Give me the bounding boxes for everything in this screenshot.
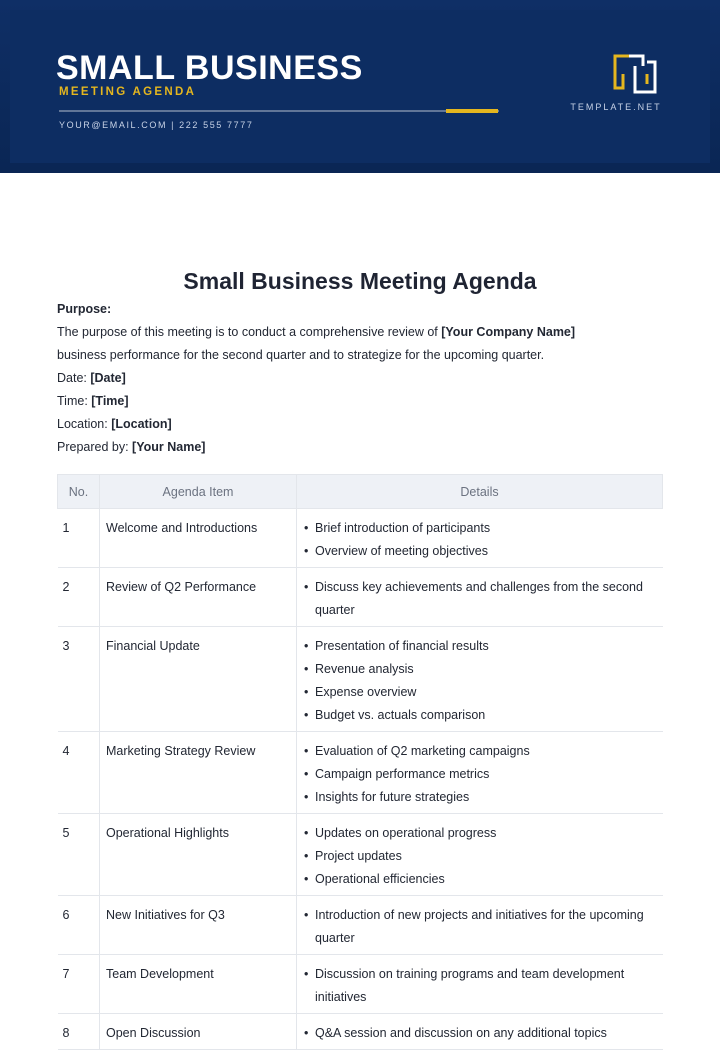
table-row [58, 814, 663, 896]
header-banner [0, 0, 720, 173]
detail-bullet: • Revenue analysis [303, 658, 655, 681]
row-number: 4 [58, 732, 100, 814]
row-number: 8 [58, 1014, 100, 1050]
document-title: Small Business Meeting Agenda [183, 268, 537, 294]
row-details [297, 955, 663, 1014]
row-number: 1 [58, 509, 100, 568]
detail-bullet: • Operational efficiencies [303, 868, 655, 891]
row-number: 6 [58, 896, 100, 955]
location-line [57, 415, 172, 433]
header-divider-accent [446, 109, 498, 113]
purpose-line-2 [57, 346, 544, 364]
row-agenda-item: Review of Q2 Performance [100, 568, 297, 627]
time-value: [Time] [91, 394, 129, 408]
detail-bullet: • Discussion on training programs and team development initiatives [303, 963, 655, 1009]
date-line [57, 369, 126, 387]
row-agenda-item: Open Discussion [100, 1014, 297, 1050]
purpose-company: [Your Company Name] [441, 325, 576, 339]
detail-bullet: • Presentation of financial results [303, 635, 655, 658]
header-subtitle: MEETING AGENDA [59, 86, 197, 98]
header-contact: YOUR@EMAIL.COM | 222 555 7777 [59, 120, 254, 130]
date-value: [Date] [90, 371, 126, 385]
row-details [297, 568, 663, 627]
detail-bullet: • Overview of meeting objectives [303, 540, 655, 563]
prepared-label: Prepared by: [57, 440, 133, 454]
table-row [58, 568, 663, 627]
time-label: Time: [57, 394, 92, 408]
header-title: SMALL BUSINESS [56, 49, 363, 87]
column-header-agenda-item: Agenda Item [100, 475, 297, 509]
row-agenda-item: Marketing Strategy Review [100, 732, 297, 814]
detail-bullet: • Budget vs. actuals comparison [303, 704, 655, 727]
detail-bullet: • Updates on operational progress [303, 822, 655, 845]
detail-bullet: • Expense overview [303, 681, 655, 704]
detail-bullet: • Campaign performance metrics [303, 763, 655, 786]
table-row [58, 732, 663, 814]
table-header-row [58, 475, 663, 509]
row-details [297, 627, 663, 732]
detail-bullet: • Project updates [303, 845, 655, 868]
logo-caption: TEMPLATE.NET [570, 102, 662, 112]
row-number: 2 [58, 568, 100, 627]
table-row [58, 955, 663, 1014]
row-details [297, 814, 663, 896]
location-label: Location: [57, 417, 112, 431]
agenda-table [57, 474, 663, 1050]
purpose-text-2: business performance for the second quarter and to strategize for the upcoming quarter. [57, 348, 545, 362]
detail-bullet: • Q&A session and discussion on any additional topics [303, 1022, 655, 1045]
detail-bullet: • Evaluation of Q2 marketing campaigns [303, 740, 655, 763]
row-agenda-item: Team Development [100, 955, 297, 1014]
row-agenda-item: Operational Highlights [100, 814, 297, 896]
row-details [297, 509, 663, 568]
detail-bullet: • Insights for future strategies [303, 786, 655, 809]
row-details [297, 732, 663, 814]
table-row [58, 627, 663, 732]
prepared-value: [Your Name] [132, 440, 206, 454]
detail-bullet: • Introduction of new projects and initiatives for the upcoming quarter [303, 904, 655, 950]
detail-bullet: • Brief introduction of participants [303, 517, 655, 540]
column-header-details: Details [297, 475, 663, 509]
column-header-no: No. [58, 475, 100, 509]
row-agenda-item: Welcome and Introductions [100, 509, 297, 568]
row-agenda-item: Financial Update [100, 627, 297, 732]
purpose-label-text: Purpose: [57, 302, 112, 316]
purpose-line-1 [57, 323, 575, 341]
date-label: Date: [57, 371, 91, 385]
row-agenda-item: New Initiatives for Q3 [100, 896, 297, 955]
row-details [297, 896, 663, 955]
purpose-label [57, 300, 111, 318]
template-net-logo-icon [607, 52, 663, 98]
table-row [58, 896, 663, 955]
header-divider [59, 110, 499, 112]
prepared-line [57, 438, 205, 456]
table-row [58, 509, 663, 568]
location-value: [Location] [111, 417, 172, 431]
purpose-text-1: The purpose of this meeting is to conduct a comprehensive review of [57, 325, 442, 339]
row-number: 7 [58, 955, 100, 1014]
detail-bullet: • Discuss key achievements and challenges from the second quarter [303, 576, 655, 622]
time-line [57, 392, 129, 410]
row-number: 3 [58, 627, 100, 732]
row-number: 5 [58, 814, 100, 896]
